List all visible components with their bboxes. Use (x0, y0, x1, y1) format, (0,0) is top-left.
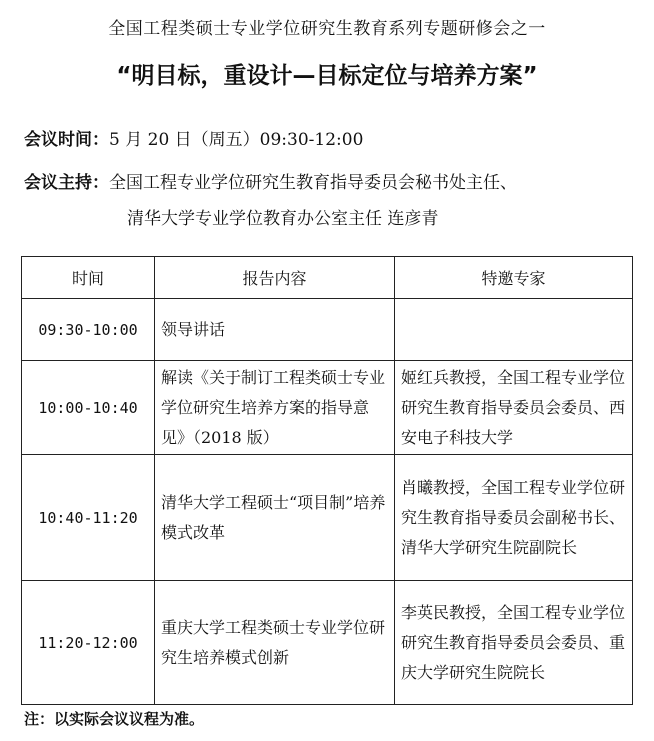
row-topic: 领导讲话 (155, 299, 395, 361)
row-topic: 重庆大学工程类硕士专业学位研究生培养模式创新 (155, 581, 395, 705)
meeting-host-value-line2: 清华大学专业学位教育办公室主任 连彦青 (127, 209, 439, 229)
series-title: 全国工程类硕士专业学位研究生教育系列专题研修会之一 (108, 19, 546, 39)
row-time: 10:40-11:20 (22, 455, 155, 581)
table-row (22, 299, 633, 361)
table-row (22, 581, 633, 705)
meeting-host (24, 168, 517, 193)
table-row (22, 361, 633, 455)
main-title: “明目标，重设计—目标定位与培养方案” (116, 63, 538, 89)
header-time: 时间 (22, 257, 155, 299)
row-time: 09:30-10:00 (22, 299, 155, 361)
header-topic: 报告内容 (155, 257, 395, 299)
meeting-time (24, 125, 363, 150)
meeting-host-label: 会议主持： (24, 173, 109, 193)
header-expert: 特邀专家 (395, 257, 633, 299)
row-time: 10:00-10:40 (22, 361, 155, 455)
row-topic: 解读《关于制订工程类硕士专业学位研究生培养方案的指导意见》（2018 版） (155, 361, 395, 455)
meeting-time-label: 会议时间： (24, 130, 109, 150)
meeting-host-value-line1: 全国工程专业学位研究生教育指导委员会秘书处主任、 (109, 173, 517, 193)
meeting-time-value: 5 月 20 日（周五）09:30-12:00 (109, 130, 364, 150)
schedule-table (21, 256, 633, 705)
row-topic: 清华大学工程硕士“项目制”培养模式改革 (155, 455, 395, 581)
row-expert (395, 299, 633, 361)
row-time: 11:20-12:00 (22, 581, 155, 705)
table-row (22, 455, 633, 581)
row-expert: 肖曦教授，全国工程专业学位研究生教育指导委员会副秘书长、清华大学研究生院副院长 (395, 455, 633, 581)
row-expert: 姬红兵教授，全国工程专业学位研究生教育指导委员会委员、西安电子科技大学 (395, 361, 633, 455)
footnote: 注：以实际会议议程为准。 (24, 710, 205, 728)
table-header-row (22, 257, 633, 299)
row-expert: 李英民教授，全国工程专业学位研究生教育指导委员会委员、重庆大学研究生院院长 (395, 581, 633, 705)
